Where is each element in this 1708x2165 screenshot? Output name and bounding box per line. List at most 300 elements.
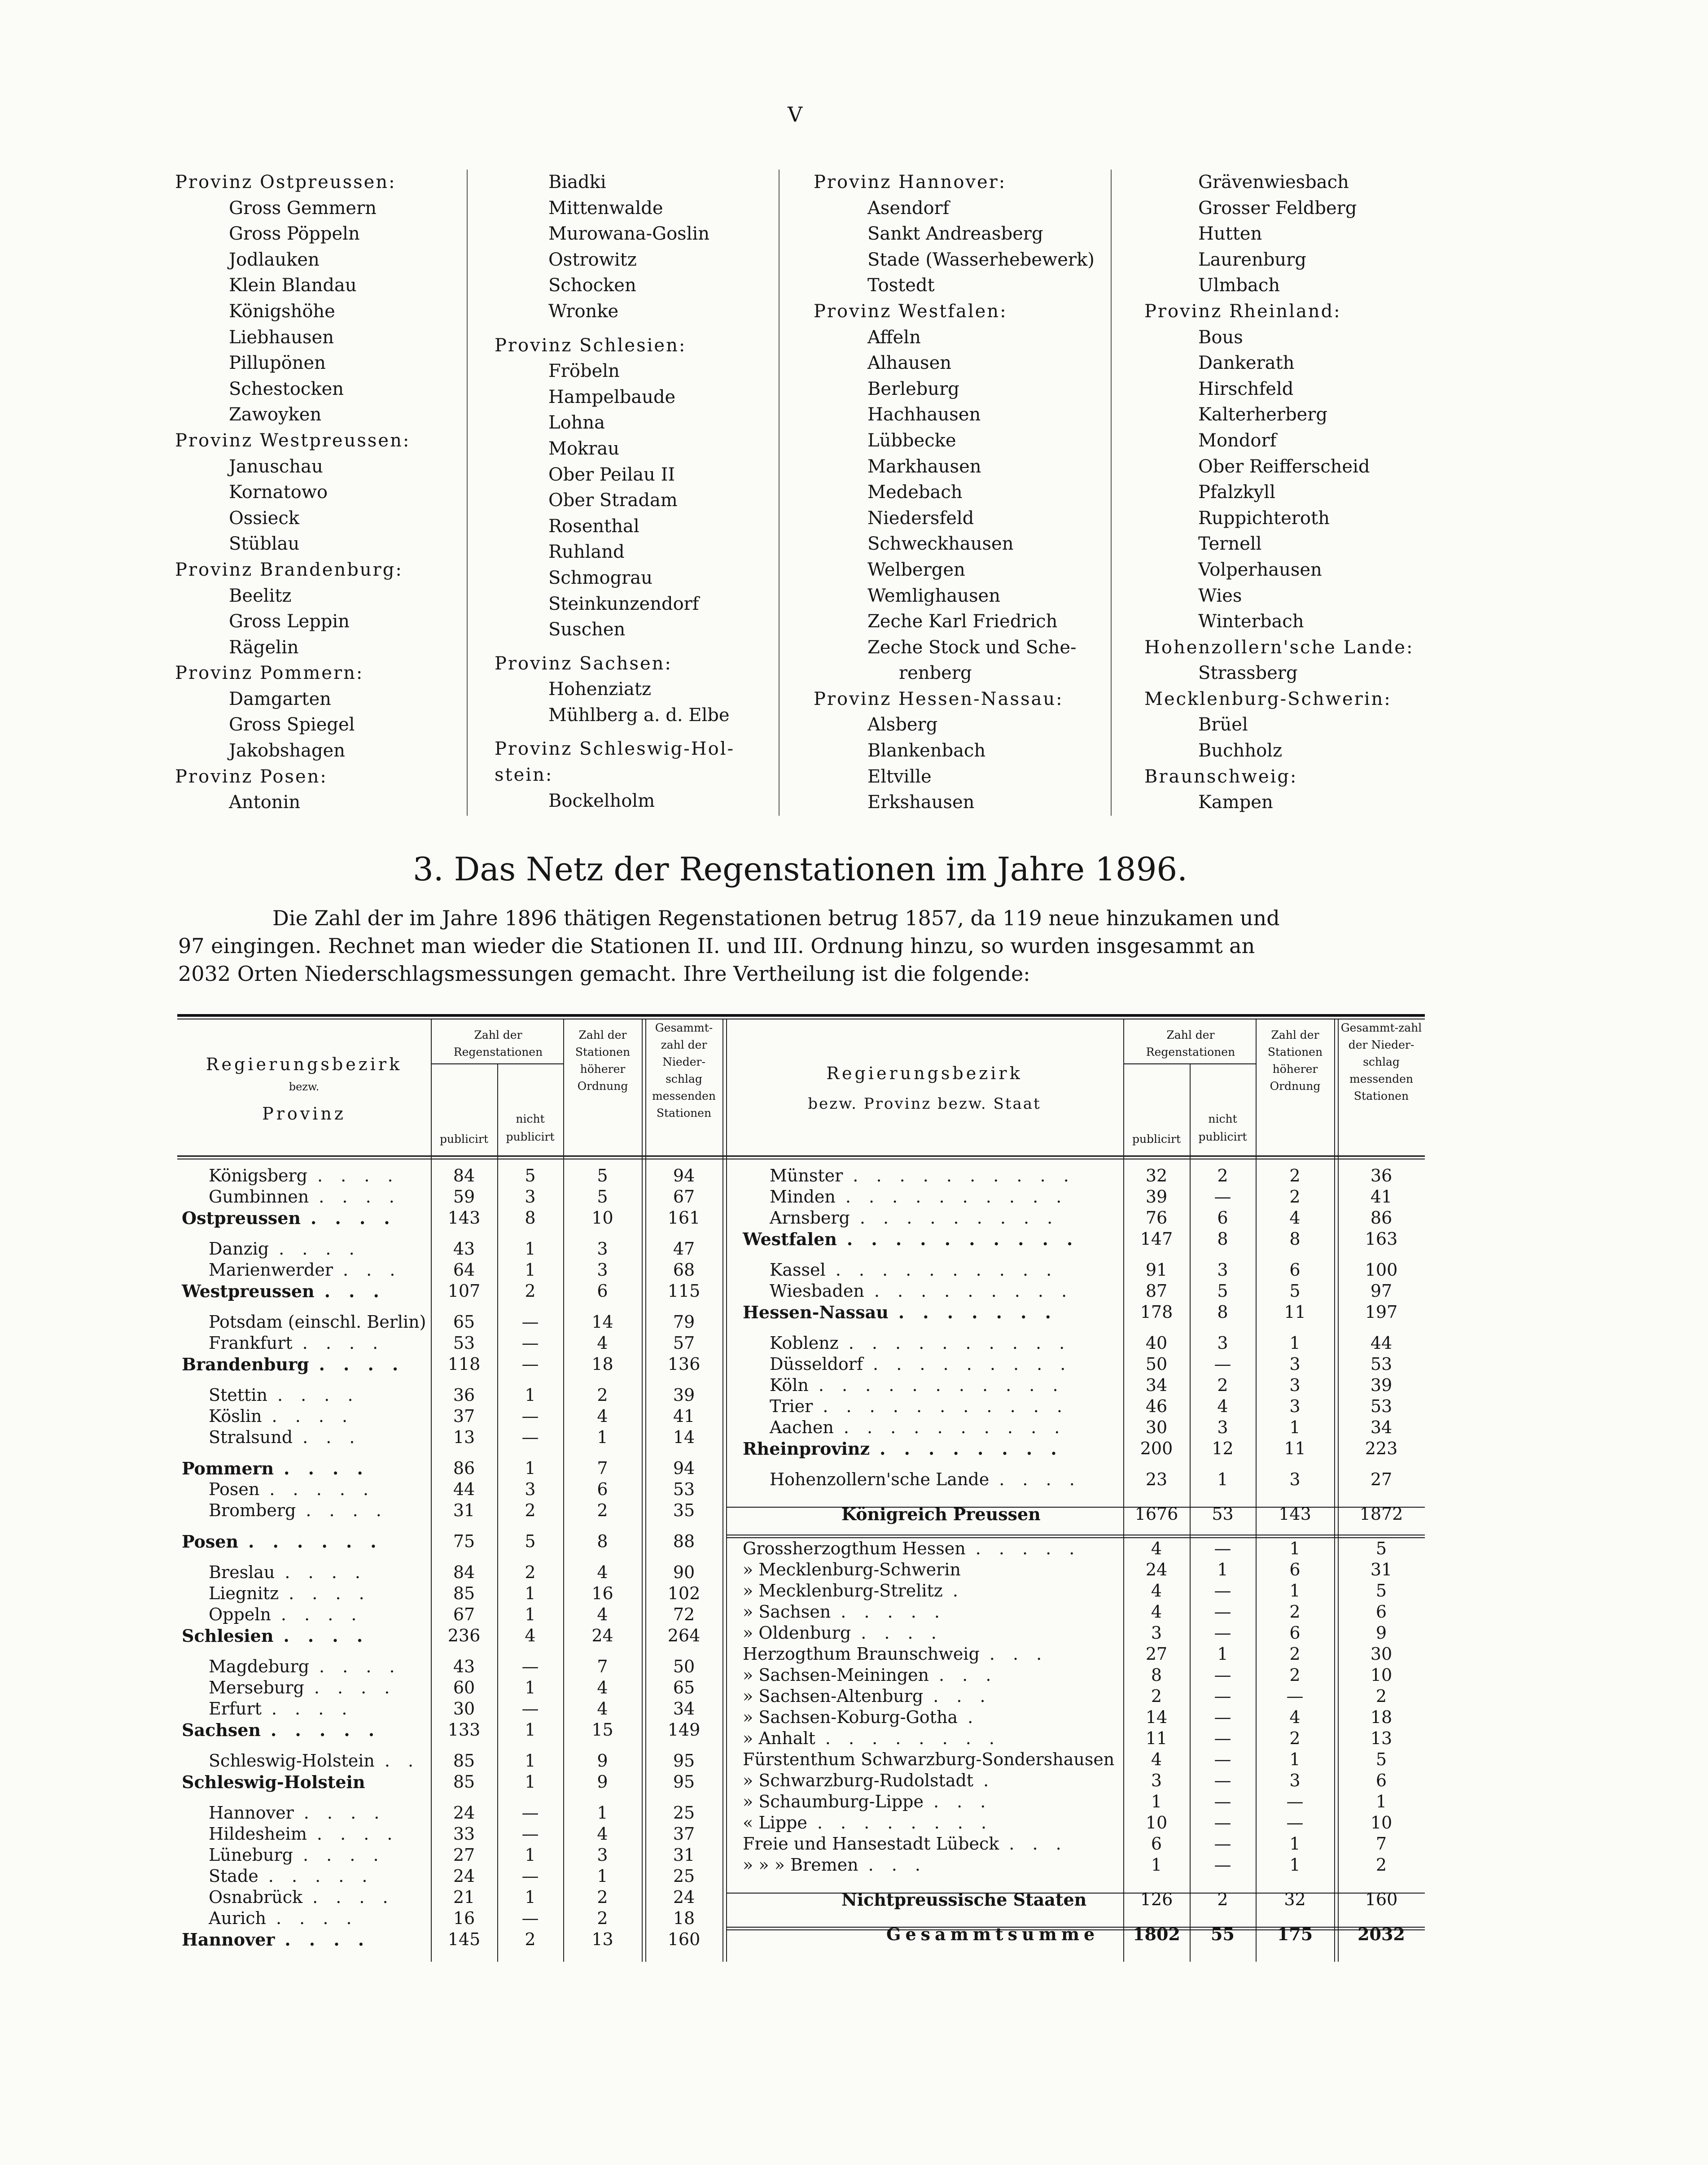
gesammt-cell: 31: [1370, 1560, 1393, 1579]
gesammt-cell: 30: [1370, 1644, 1393, 1664]
gesammt-cell: 44: [1370, 1333, 1393, 1353]
leader-dots: . . . .: [311, 1208, 396, 1228]
publicirt-cell: 24: [453, 1803, 475, 1823]
nicht-publicirt-cell: —: [1214, 1855, 1231, 1875]
leader-dots: . . . .: [861, 1623, 943, 1643]
gesammt-cell: 35: [673, 1500, 695, 1520]
row-label: Marienwerder: [209, 1260, 333, 1280]
publicirt-cell: 67: [453, 1605, 475, 1624]
province-row-name: [182, 1208, 396, 1228]
station-name: Gross Leppin: [229, 611, 350, 632]
row-label: Lüneburg: [209, 1845, 293, 1865]
nicht-publicirt-cell: 2: [1217, 1889, 1228, 1909]
district-row-name: [209, 1605, 363, 1624]
hoehere-ordnung-cell: 6: [597, 1281, 608, 1301]
hoehere-ordnung-cell: 3: [1289, 1354, 1301, 1374]
gesammt-cell: 53: [673, 1479, 695, 1499]
station-name: Lohna: [548, 412, 605, 433]
column-divider: [467, 170, 468, 816]
district-row-name: [770, 1396, 1069, 1416]
province-heading: Provinz Hannover:: [814, 172, 1007, 192]
leader-dots: . . .: [933, 1792, 992, 1811]
hoehere-ordnung-cell: 5: [597, 1187, 608, 1207]
nicht-publicirt-cell: 6: [1217, 1208, 1228, 1228]
nicht-publicirt-cell: 1: [525, 1458, 536, 1478]
right-header-nicht: nicht: [1208, 1112, 1237, 1125]
district-row-name: [209, 1333, 384, 1353]
station-name: Laurenburg: [1198, 249, 1306, 270]
right-header-region-sub: bezw. Provinz bezw. Staat: [808, 1095, 1041, 1113]
district-row-name: [209, 1239, 361, 1259]
leader-dots: . . .: [868, 1855, 927, 1875]
station-name: Mittenwalde: [548, 197, 663, 219]
publicirt-cell: 14: [1145, 1707, 1168, 1727]
station-name: Tostedt: [867, 275, 935, 296]
gesammt-cell: 72: [673, 1605, 695, 1624]
leader-dots: . . . . . . . . . . .: [818, 1375, 1064, 1395]
column-divider: [1111, 170, 1112, 816]
nicht-publicirt-cell: 1: [525, 1583, 536, 1603]
nicht-publicirt-cell: —: [521, 1333, 539, 1353]
station-name: Eltville: [867, 766, 932, 787]
publicirt-cell: 37: [453, 1406, 475, 1426]
nicht-publicirt-cell: 1: [1217, 1560, 1228, 1579]
publicirt-cell: 84: [453, 1166, 475, 1185]
province-list-column-3: [814, 170, 1095, 816]
leader-dots: . . . .: [302, 1333, 385, 1353]
paragraph-line: 2032 Orten Niederschlagsmessungen gemacht. Ihre Vertheilung ist die folgende:: [178, 962, 1030, 986]
hoehere-ordnung-cell: 32: [1284, 1889, 1306, 1909]
hoehere-ordnung-cell: 1: [1289, 1539, 1301, 1558]
grand-total-row-name: [886, 1924, 1109, 1944]
section-title: 3. Das Netz der Regenstationen im Jahre 1896.: [413, 850, 1188, 888]
publicirt-cell: 107: [447, 1281, 481, 1301]
list-spacer: [495, 325, 735, 333]
district-row-name: [209, 1845, 385, 1865]
gesammt-cell: 25: [673, 1866, 695, 1886]
nicht-publicirt-cell: —: [521, 1354, 539, 1374]
row-label: Königsberg: [209, 1166, 308, 1185]
row-label: » Schaumburg-Lippe: [743, 1792, 924, 1811]
row-label: Posen: [209, 1479, 260, 1499]
publicirt-cell: 1802: [1133, 1924, 1180, 1944]
province-row-name: [182, 1354, 404, 1374]
hoehere-ordnung-cell: 1: [597, 1866, 608, 1886]
station-name: Klein Blandau: [229, 275, 357, 296]
row-label: Stralsund: [209, 1427, 293, 1447]
district-row-name: [770, 1260, 1058, 1280]
station-name: Ober Stradam: [548, 490, 678, 511]
hoehere-ordnung-cell: 8: [1289, 1229, 1301, 1249]
gesammt-cell: 90: [673, 1562, 695, 1582]
publicirt-cell: 33: [453, 1824, 475, 1844]
publicirt-cell: 4: [1151, 1749, 1162, 1769]
district-row-name: [209, 1260, 401, 1280]
leader-dots: . . . .: [284, 1458, 369, 1478]
list-spacer: [495, 728, 735, 736]
leader-dots: . . . .: [271, 1699, 354, 1719]
station-name: Ruhland: [548, 542, 625, 563]
nicht-publicirt-cell: 1: [525, 1751, 536, 1771]
leader-dots: . . . .: [303, 1803, 386, 1823]
publicirt-cell: 21: [453, 1887, 475, 1907]
nicht-publicirt-cell: 5: [525, 1531, 536, 1551]
hoehere-ordnung-cell: 6: [1289, 1260, 1301, 1280]
gesammt-cell: 39: [1370, 1375, 1393, 1395]
hoehere-ordnung-cell: 4: [597, 1824, 608, 1844]
nicht-publicirt-cell: 4: [1217, 1396, 1228, 1416]
nicht-publicirt-cell: 3: [1217, 1333, 1228, 1353]
province-row-name: [182, 1281, 385, 1301]
nicht-publicirt-cell: —: [1214, 1187, 1231, 1207]
leader-dots: . . .: [939, 1665, 998, 1685]
province-list-column-1: [175, 170, 410, 816]
left-header-region-title: Regierungsbezirk: [206, 1054, 403, 1074]
row-label: Rheinprovinz: [743, 1439, 870, 1459]
publicirt-cell: 23: [1145, 1470, 1168, 1489]
left-col-line: [642, 1019, 643, 1962]
district-row-name: [770, 1333, 1071, 1353]
publicirt-cell: 85: [453, 1583, 475, 1603]
leader-dots: . . . . .: [975, 1539, 1081, 1558]
publicirt-cell: 27: [1145, 1644, 1168, 1664]
row-label: Hannover: [182, 1929, 275, 1950]
row-label: Gumbinnen: [209, 1187, 309, 1207]
gesammt-cell: 149: [667, 1720, 701, 1740]
publicirt-cell: 50: [1145, 1354, 1168, 1374]
gesammt-cell: 25: [673, 1803, 695, 1823]
station-name: Antonin: [229, 792, 301, 813]
gesammt-cell: 34: [1370, 1417, 1393, 1437]
left-header-region-prov: Provinz: [262, 1104, 346, 1124]
gesammt-cell: 47: [673, 1239, 695, 1259]
row-label: Bromberg: [209, 1500, 296, 1520]
leader-dots: . . . . .: [841, 1602, 946, 1622]
hoehere-ordnung-cell: 6: [1289, 1623, 1301, 1643]
row-label: Potsdam (einschl. Berlin): [209, 1312, 426, 1332]
leader-dots: . . . . . . . . . . .: [823, 1396, 1069, 1416]
leader-dots: . . . .: [312, 1887, 394, 1907]
leader-dots: . . . .: [319, 1354, 405, 1374]
leader-dots: . . . . . . . .: [825, 1728, 1001, 1748]
leader-dots: . . . . . . . . . .: [853, 1166, 1075, 1185]
leader-dots: . . . . . . . . .: [859, 1208, 1059, 1228]
row-label: » Mecklenburg-Schwerin: [743, 1560, 961, 1579]
district-row-name: [209, 1385, 359, 1405]
row-label: Posen: [182, 1531, 239, 1552]
column-divider: [779, 170, 780, 816]
gesammt-cell: 136: [667, 1354, 701, 1374]
gesammt-cell: 161: [667, 1208, 701, 1228]
nicht-publicirt-cell: —: [1214, 1834, 1231, 1854]
station-name: Kampen: [1198, 792, 1273, 813]
publicirt-cell: 34: [1145, 1375, 1168, 1395]
station-name: Gross Gemmern: [229, 197, 377, 219]
province-row-name: [182, 1531, 383, 1552]
hoehere-ordnung-cell: 7: [597, 1657, 608, 1676]
hoehere-ordnung-cell: 9: [597, 1772, 608, 1792]
leader-dots: .: [983, 1771, 995, 1790]
leader-dots: . . . .: [277, 1385, 359, 1405]
nicht-publicirt-cell: —: [1214, 1602, 1231, 1622]
gesammt-cell: 39: [673, 1385, 695, 1405]
station-name: Ossieck: [229, 507, 299, 529]
station-name: Suschen: [548, 619, 626, 640]
gesammt-cell: 86: [1370, 1208, 1393, 1228]
gesammt-cell: 95: [673, 1772, 695, 1792]
hoehere-ordnung-cell: 4: [597, 1562, 608, 1582]
hoehere-ordnung-cell: 11: [1284, 1439, 1306, 1458]
nicht-publicirt-cell: 1: [525, 1845, 536, 1865]
district-row-name: [209, 1500, 388, 1520]
nicht-publicirt-cell: 4: [525, 1626, 536, 1645]
hoehere-ordnung-cell: 2: [597, 1887, 608, 1907]
publicirt-cell: 43: [453, 1657, 475, 1676]
gesammt-cell: 6: [1375, 1771, 1387, 1790]
row-label: Brandenburg: [182, 1354, 309, 1374]
leader-dots: . . .: [343, 1260, 402, 1280]
district-row-name: [209, 1427, 361, 1447]
station-name: Liebhausen: [229, 327, 334, 348]
station-name: Ulmbach: [1198, 275, 1280, 296]
province-row-name: [743, 1439, 1063, 1459]
row-label: Trier: [770, 1396, 813, 1416]
station-name: Jakobshagen: [229, 740, 345, 761]
publicirt-cell: 30: [1145, 1417, 1168, 1437]
station-name: Stüblau: [229, 534, 300, 555]
nicht-publicirt-cell: —: [521, 1427, 539, 1447]
station-name: Gross Pöppeln: [229, 223, 360, 245]
hoehere-ordnung-cell: 4: [597, 1333, 608, 1353]
state-row-name: [743, 1665, 997, 1685]
station-name: Asendorf: [867, 197, 950, 219]
leader-dots: . . . .: [317, 1166, 399, 1185]
gesammt-cell: 100: [1365, 1260, 1398, 1280]
province-row-name: [182, 1720, 381, 1740]
hoehere-ordnung-cell: 4: [597, 1605, 608, 1624]
nicht-publicirt-cell: —: [1214, 1728, 1231, 1748]
hoehere-ordnung-cell: 6: [1289, 1560, 1301, 1579]
nicht-publicirt-cell: 3: [525, 1479, 536, 1499]
hoehere-ordnung-cell: 2: [597, 1500, 608, 1520]
district-row-name: [209, 1678, 396, 1697]
district-row-name: [770, 1208, 1059, 1228]
gesammt-cell: 1: [1375, 1792, 1387, 1811]
publicirt-cell: 4: [1151, 1581, 1162, 1601]
publicirt-cell: 4: [1151, 1602, 1162, 1622]
hoehere-ordnung-cell: 5: [1289, 1281, 1301, 1301]
station-name: Ober Peilau II: [548, 464, 675, 485]
station-name: Alsberg: [867, 714, 938, 735]
district-row-name: [209, 1657, 401, 1676]
leader-dots: . . . .: [306, 1500, 388, 1520]
station-name: Schestocken: [229, 378, 344, 399]
gesammt-cell: 18: [673, 1908, 695, 1928]
middle-divider: [726, 1019, 727, 1962]
row-label: Münster: [770, 1166, 843, 1185]
province-heading: Provinz Brandenburg:: [175, 559, 403, 580]
row-label: Westpreussen: [182, 1281, 315, 1301]
district-row-name: [209, 1562, 367, 1582]
leader-dots: . . . .: [999, 1470, 1081, 1489]
nicht-publicirt-cell: —: [521, 1908, 539, 1928]
station-name: Januschau: [229, 456, 323, 477]
leader-dots: . .: [384, 1751, 420, 1771]
gesammt-cell: 115: [667, 1281, 701, 1301]
hoehere-ordnung-cell: 3: [1289, 1470, 1301, 1489]
gesammt-cell: 88: [673, 1531, 695, 1551]
publicirt-cell: 16: [453, 1908, 475, 1928]
province-row-name: [182, 1772, 375, 1792]
station-name-continued: renberg: [899, 663, 972, 684]
state-row-name: [743, 1792, 992, 1811]
leader-dots: . . . . . . . . . .: [848, 1333, 1071, 1353]
district-row-name: [770, 1417, 1066, 1437]
publicirt-cell: 86: [453, 1458, 475, 1478]
row-label: Hessen-Nassau: [743, 1302, 889, 1322]
left-header-publicirt: publicirt: [439, 1133, 489, 1146]
publicirt-cell: 13: [453, 1427, 475, 1447]
station-name: Schocken: [548, 275, 636, 296]
nicht-publicirt-cell: —: [521, 1803, 539, 1823]
station-name: Ternell: [1198, 534, 1262, 555]
station-name: Dankerath: [1198, 353, 1295, 374]
publicirt-cell: 32: [1145, 1166, 1168, 1185]
right-header-region-title: Regierungsbezirk: [826, 1063, 1023, 1083]
gesammt-cell: 13: [1370, 1728, 1393, 1748]
station-name: Murowana-Goslin: [548, 223, 710, 245]
gesammt-cell: 160: [1365, 1889, 1398, 1909]
gesammt-cell: 2032: [1358, 1924, 1405, 1944]
leader-dots: . . . .: [276, 1908, 358, 1928]
hoehere-ordnung-cell: 4: [597, 1699, 608, 1719]
right-col-line: [1334, 1019, 1335, 1962]
nicht-publicirt-cell: 1: [525, 1260, 536, 1280]
hoehere-ordnung-cell: 3: [597, 1260, 608, 1280]
province-row-name: [182, 1626, 369, 1646]
publicirt-cell: 200: [1140, 1439, 1173, 1458]
district-row-name: [209, 1406, 354, 1426]
station-name: Hachhausen: [867, 404, 981, 425]
leader-dots: . . . . . . . . . .: [845, 1187, 1068, 1207]
hoehere-ordnung-cell: 8: [597, 1531, 608, 1551]
station-name: Brüel: [1198, 714, 1248, 735]
hoehere-ordnung-cell: 15: [591, 1720, 613, 1740]
hoehere-ordnung-cell: 13: [591, 1929, 613, 1949]
subtotal-row-name: [841, 1889, 1096, 1910]
row-label: Magdeburg: [209, 1657, 309, 1676]
station-name: Sankt Andreasberg: [867, 223, 1043, 245]
subtotal-rule-double: [726, 1537, 1425, 1538]
row-label: Hannover: [209, 1803, 294, 1823]
row-label: Grossherzogthum Hessen: [743, 1539, 966, 1558]
station-name: Rägelin: [229, 637, 299, 658]
row-label: Pommern: [182, 1458, 274, 1478]
leader-dots: .: [952, 1581, 964, 1601]
district-row-name: [770, 1281, 1073, 1301]
leader-dots: . . . . .: [268, 1866, 374, 1886]
nicht-publicirt-cell: —: [521, 1657, 539, 1676]
station-name: Zawoyken: [229, 404, 322, 425]
publicirt-cell: 6: [1151, 1834, 1162, 1854]
state-row-name: [743, 1834, 1068, 1854]
row-label: Erfurt: [209, 1699, 262, 1719]
leader-dots: . . . .: [285, 1562, 367, 1582]
district-row-name: [770, 1166, 1075, 1185]
nicht-publicirt-cell: —: [1214, 1665, 1231, 1685]
publicirt-cell: 85: [453, 1772, 475, 1792]
leader-dots: . . . .: [289, 1583, 371, 1603]
nicht-publicirt-cell: 8: [1217, 1302, 1228, 1322]
state-row-name: [743, 1644, 1048, 1664]
station-name: Wies: [1198, 585, 1242, 606]
station-name: Winterbach: [1198, 611, 1304, 632]
nicht-publicirt-cell: 1: [1217, 1644, 1228, 1664]
leader-dots: . . . .: [283, 1626, 369, 1646]
leader-dots: . . . .: [314, 1678, 396, 1697]
district-row-name: [209, 1908, 358, 1928]
gesammt-cell: 36: [1370, 1166, 1393, 1185]
nicht-publicirt-cell: 3: [1217, 1417, 1228, 1437]
row-label: » Sachsen-Koburg-Gotha: [743, 1707, 958, 1727]
hoehere-ordnung-cell: 10: [591, 1208, 613, 1228]
state-row-name: [743, 1728, 1001, 1748]
publicirt-cell: 53: [453, 1333, 475, 1353]
gesammt-cell: 34: [673, 1699, 695, 1719]
nicht-publicirt-cell: 8: [525, 1208, 536, 1228]
publicirt-cell: 40: [1145, 1333, 1168, 1353]
leader-dots: . . .: [933, 1686, 992, 1706]
publicirt-cell: 76: [1145, 1208, 1168, 1228]
station-name: Wronke: [548, 301, 619, 322]
row-label: » Schwarzburg-Rudolstadt: [743, 1771, 974, 1790]
leader-dots: . . .: [324, 1281, 385, 1301]
province-heading: Provinz Schlesien:: [495, 335, 687, 356]
leader-dots: . . . . .: [269, 1479, 375, 1499]
right-header-publicirt: publicirt: [1132, 1133, 1181, 1146]
district-row-name: [770, 1470, 1081, 1489]
station-name: Mokrau: [548, 438, 620, 459]
gesammt-cell: 95: [673, 1751, 695, 1771]
row-label: Sachsen: [182, 1720, 261, 1740]
nicht-publicirt-cell: 5: [525, 1166, 536, 1185]
nicht-publicirt-cell: —: [1214, 1792, 1231, 1811]
station-name: Kalterherberg: [1198, 404, 1327, 425]
gesammt-cell: 68: [673, 1260, 695, 1280]
row-label: Merseburg: [209, 1678, 304, 1697]
leader-dots: . . . .: [285, 1929, 371, 1950]
nicht-publicirt-cell: —: [1214, 1581, 1231, 1601]
district-row-name: [770, 1354, 1072, 1374]
row-label: Koblenz: [770, 1333, 839, 1353]
right-header-zahl-hoeh: Zahl der Stationen höherer Ordnung: [1267, 1028, 1323, 1093]
nicht-publicirt-cell: —: [521, 1699, 539, 1719]
nicht-publicirt-cell: 2: [1217, 1166, 1228, 1185]
right-header-zahl-reg: Zahl der Regenstationen: [1146, 1028, 1235, 1058]
station-name: Beelitz: [229, 585, 292, 606]
gesammt-cell: 264: [667, 1626, 701, 1645]
publicirt-cell: 44: [453, 1479, 475, 1499]
leader-dots: . . . .: [316, 1824, 399, 1844]
rain-stations-table: [177, 1014, 1425, 1974]
row-label: » Mecklenburg-Strelitz: [743, 1581, 943, 1601]
gesammt-cell: 41: [1370, 1187, 1393, 1207]
hoehere-ordnung-cell: 175: [1277, 1924, 1313, 1944]
paragraph-line: 97 eingingen. Rechnet man wieder die Stationen II. und III. Ordnung hinzu, so wurden insgesammt an: [178, 934, 1255, 958]
row-label: » » » Bremen: [743, 1855, 858, 1875]
nicht-publicirt-cell: 2: [525, 1281, 536, 1301]
station-name: Niedersfeld: [867, 507, 974, 529]
